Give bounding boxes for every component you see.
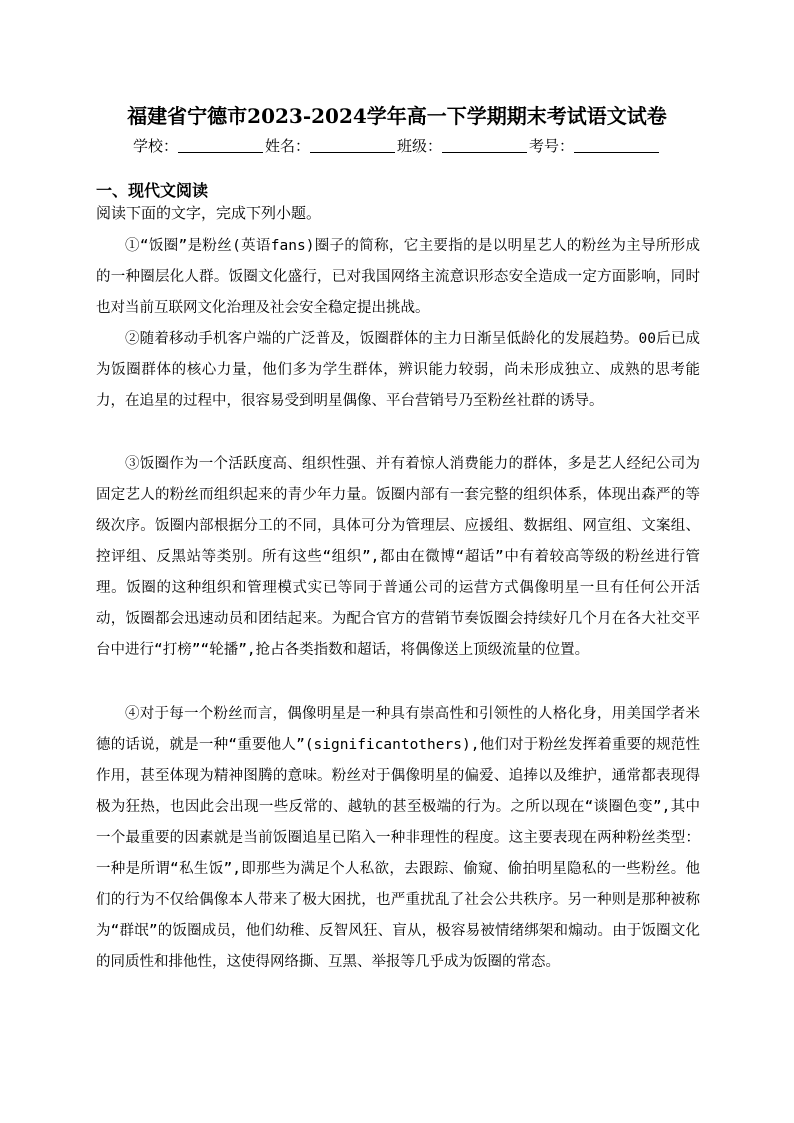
school-blank bbox=[178, 138, 263, 153]
paragraph-4: ④对于每一个粉丝而言，偶像明星是一种具有崇高性和引领性的人格化身，用美国学者米德的话说，就是一种“重要他人”(significantothers),他们对于粉丝发挥着重要的规范性作用，甚至体现为精神图腾的意味。粉丝对于偶像明星的偏爱、追捧以及维护，通常都表现得极为狂热，也因此会出现一些反常的、越轨的甚至极端的行为。之所以现在“谈圈色变”,其中一个最重要的因素就是当前饭圈追星已陷入一种非理性的程度。这主要表现在两种粉丝类型：一种是所谓“私生饭”,即那些为满足个人私欲，去跟踪、偷窥、偷拍明星隐私的一些粉丝。他们的行为不仅给偶像本人带来了极大困扰，也严重扰乱了社会公共秩序。另一种则是那种被称为“群氓”的饭圈成员，他们幼稚、反智风狂、盲从，极容易被情绪绑架和煽动。由于饭圈文化的同质性和排他性，这使得网络撕、互黑、举报等几乎成为饭圈的常态。 bbox=[96, 706, 700, 970]
name-label: 姓名： bbox=[264, 137, 310, 155]
class-blank bbox=[442, 138, 527, 153]
reading-instruction: 阅读下面的文字，完成下列小题。 bbox=[96, 204, 322, 222]
number-label: 考号： bbox=[529, 137, 575, 155]
class-label: 班级： bbox=[397, 137, 443, 155]
number-blank bbox=[574, 138, 659, 153]
student-info-line bbox=[0, 136, 794, 156]
school-label: 学校： bbox=[132, 137, 178, 155]
section-heading: 一、现代文阅读 bbox=[96, 181, 209, 200]
paragraph-3: ③饭圈作为一个活跃度高、组织性强、并有着惊人消费能力的群体，多是艺人经纪公司为固定艺人的粉丝而组织起来的青少年力量。饭圈内部有一套完整的组织体系，体现出森严的等级次序。饭圈内部根据分工的不同，具体可分为管理层、应援组、数据组、网宣组、文案组、控评组、反黑站等类别。所有这些“组织”,都由在微博“超话”中有着较高等级的粉丝进行管理。饭圈的这种组织和管理模式实已等同于普通公司的运营方式偶像明星一旦有任何公开活动，饭圈都会迅速动员和团结起来。为配合官方的营销节奏饭圈会持续好几个月在各大社交平台中进行“打榜”“轮播”,抢占各类指数和超话，将偶像送上顶级流量的位置。 bbox=[96, 456, 700, 658]
paragraph-2: ②随着移动手机客户端的广泛普及，饭圈群体的主力日渐呈低龄化的发展趋势。00后已成为饭圈群体的核心力量，他们多为学生群体，辨识能力较弱，尚未形成独立、成熟的思考能力，在追星的过程中，很容易受到明星偶像、平台营销号乃至粉丝社群的诱导。 bbox=[96, 331, 700, 409]
exam-title: 福建省宁德市2023-2024学年高一下学期期末考试语文试卷 bbox=[127, 104, 667, 128]
name-blank bbox=[310, 138, 395, 153]
paragraph-1: ①“饭圈”是粉丝(英语fans)圈子的简称，它主要指的是以明星艺人的粉丝为主导所形成的一种圈层化人群。饭圈文化盛行，已对我国网络主流意识形态安全造成一定方面影响，同时也对当前互联网文化治理及社会安全稳定提出挑战。 bbox=[96, 238, 700, 316]
